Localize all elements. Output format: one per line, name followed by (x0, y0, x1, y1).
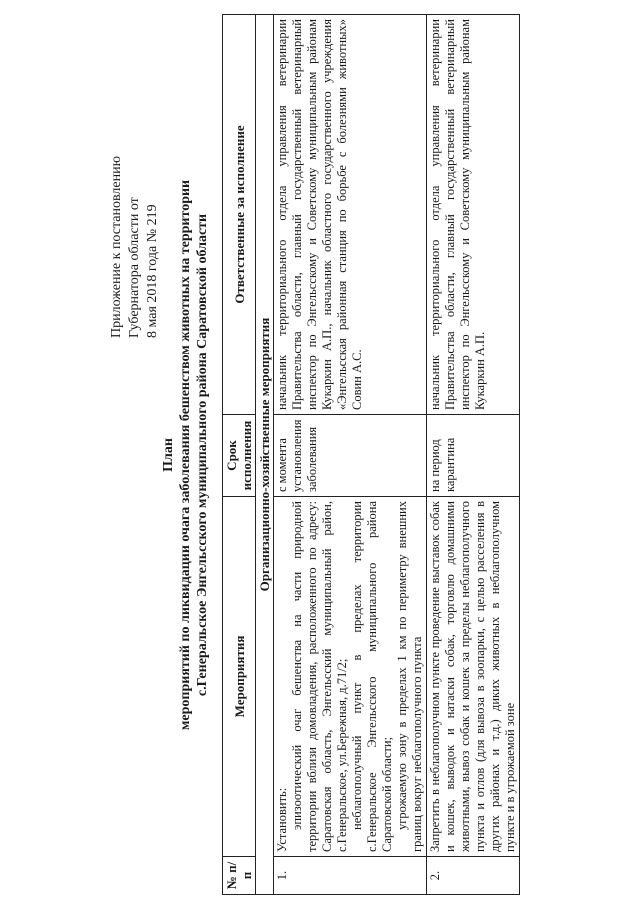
row-term: с момента установления заболевания (274, 415, 427, 497)
row-responsible: начальник территориального отдела управления ветеринарии Правительства области, главный государственный ветеринарный инспектор по Энгельсскому и Советскому муниципальным районам Кукаркин А.П. (427, 15, 520, 415)
table-row (427, 15, 520, 895)
measure-paragraph: неблагополучный пункт в пределах территории с.Генеральское Энгельсского муниципального района Саратовской области; (350, 501, 394, 852)
appendix-line: Губернатора области от (127, 197, 142, 338)
plan-subtitle-location: с.Генеральское Энгельсского муниципального района Саратовской области (195, 213, 210, 697)
plan-heading (160, 45, 211, 865)
appendix-note (108, 18, 162, 338)
table-header-row (223, 15, 256, 895)
row-term: на период карантина (427, 415, 520, 497)
measure-intro: Установить: (275, 787, 289, 852)
header-term: Срок исполнения (223, 415, 256, 497)
row-measure: Запретить в неблагополучном пункте проведение выставок собак и кошек, выводок и натаски собак, торговлю домашними животными, вывоз собак и кошек за пределы неблагополучного пункта и отлов (для вывоза в зоопарки, с целью расселения в других районах и т.д.) диких животных в неблагополучном пункте и в угрожаемой зоне (427, 497, 520, 857)
measure-paragraph: угрожаемую зону в пределах 1 км по периметру внешних границ вокруг неблагополучного пункта (395, 501, 424, 852)
appendix-line: 8 мая 2018 года № 219 (145, 204, 160, 338)
row-number: 2. (427, 857, 520, 895)
header-measures: Мероприятия (223, 497, 256, 857)
header-responsible: Ответственные за исполнение (223, 15, 256, 415)
table-row (274, 15, 427, 895)
header-num: № п/п (223, 857, 256, 895)
plan-title: План (161, 438, 176, 472)
appendix-line: Приложение к постановлению (109, 155, 124, 338)
section-title: Организационно-хозяйственные мероприятия (256, 15, 274, 895)
row-measure (274, 497, 427, 857)
plan-subtitle: мероприятий по ликвидации очага заболевания бешенством животных на территории (178, 179, 193, 731)
row-number: 1. (274, 857, 427, 895)
measure-paragraph: эпизоотический очаг бешенства на части природной территории вблизи домовладения, расположенного по адресу: Саратовская область, Энгельсский муниципальный район, с.Генеральское, ул.Бережная, д.71/2; (290, 501, 349, 852)
row-responsible: начальник территориального отдела управления ветеринарии Правительства области, главный государственный ветеринарный инспектор по Энгельсскому и Советскому муниципальным районам Кукаркин А.П., начальник областного государственного учреждения «Энгельсская районная станция по борьбе с болезнями животных» Совин А.С. (274, 15, 427, 415)
section-row (256, 15, 274, 895)
plan-table (222, 14, 520, 895)
